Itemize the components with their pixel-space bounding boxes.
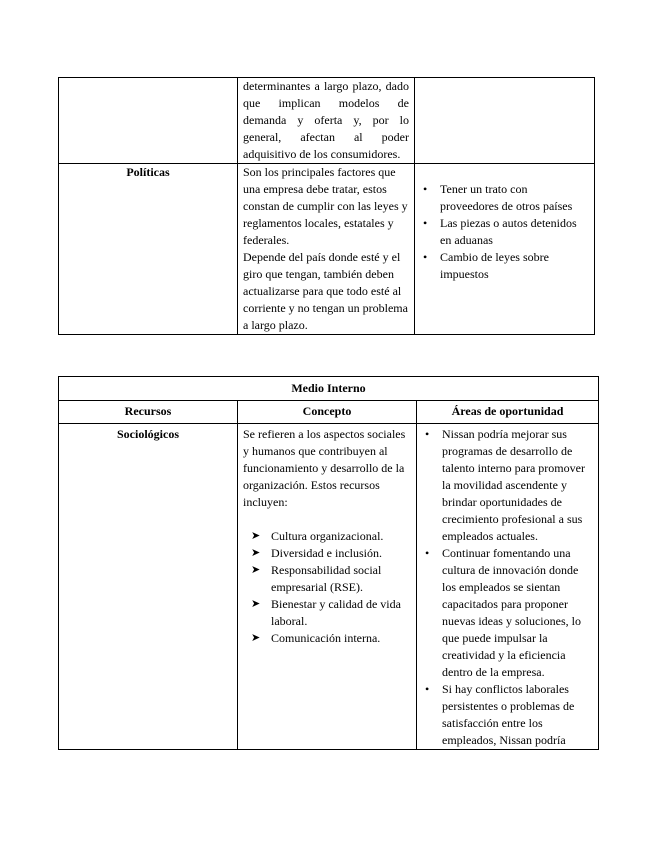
concept-cell xyxy=(238,78,415,164)
table-title-text: Medio Interno xyxy=(291,381,366,395)
list-item: ➤ Responsabilidad social empresarial (RSE). xyxy=(243,562,411,596)
sociologicos-label: Sociológicos xyxy=(117,427,179,441)
medio-interno-table xyxy=(58,376,599,750)
politicas-concept-p1: Son los principales factores que una empresa debe tratar, estos constan de cumplir con las leyes y reglamentos locales, estatales y federales. xyxy=(243,165,408,247)
table-row xyxy=(59,424,599,750)
resource-cell xyxy=(59,424,238,750)
politicas-table xyxy=(58,77,595,335)
concept-cell xyxy=(238,424,417,750)
list-item: ➤ Bienestar y calidad de vida laboral. xyxy=(243,596,411,630)
politicas-label: Políticas xyxy=(126,165,170,179)
table-row xyxy=(59,164,595,335)
table-header-row xyxy=(59,401,599,424)
resource-cell-empty xyxy=(59,78,238,164)
header-areas: Áreas de oportunidad xyxy=(417,401,599,424)
list-item: ➤ Cultura organizacional. xyxy=(243,528,411,545)
sociologicos-concept-intro: Se refieren a los aspectos sociales y humanos que contribuyen al funcionamiento y desarrollo de la organización. Estos recursos incluyen: xyxy=(243,427,406,509)
list-item: • Continuar fomentando una cultura de innovación donde los empleados se sientan capacitados para proponer nuevas ideas y soluciones, lo que puede impulsar la creatividad y la eficiencia dentro de la empresa. xyxy=(422,545,593,681)
list-item: • Las piezas o autos detenidos en aduanas xyxy=(420,215,589,249)
list-item: ➤ Diversidad e inclusión. xyxy=(243,545,411,562)
sociologicos-opportunities xyxy=(422,426,593,749)
table-title-row xyxy=(59,377,599,401)
continued-concept-text: determinantes a largo plazo, dado que implican modelos de demanda y oferta y, por lo general, afectan al poder adquisitivo de los consumidores. xyxy=(243,79,409,161)
list-item: • Nissan podría mejorar sus programas de desarrollo de talento interno para promover la movilidad ascendente y brindar oportunidades de crecimiento profesional a sus empleados actuales. xyxy=(422,426,593,545)
politicas-list xyxy=(420,181,589,283)
table-row xyxy=(59,78,595,164)
header-recursos: Recursos xyxy=(59,401,238,424)
list-item: • Cambio de leyes sobre impuestos xyxy=(420,249,589,283)
list-item: ➤ Comunicación interna. xyxy=(243,630,411,647)
header-concepto: Concepto xyxy=(238,401,417,424)
list-item: • Si hay conflictos laborales persistentes o problemas de satisfacción entre los empleados, Nissan podría xyxy=(422,681,593,749)
opportunity-cell xyxy=(417,424,599,750)
resource-cell xyxy=(59,164,238,335)
politicas-concept-p2: Depende del país donde esté y el giro que tengan, también deben actualizarse para que todo esté al corriente y no tengan un problema a largo plazo. xyxy=(243,250,408,332)
concept-cell xyxy=(238,164,415,335)
opportunity-cell-empty xyxy=(415,78,595,164)
sociologicos-concept-list xyxy=(243,528,411,647)
opportunity-cell xyxy=(415,164,595,335)
list-item: • Tener un trato con proveedores de otros países xyxy=(420,181,589,215)
table-title xyxy=(59,377,599,401)
